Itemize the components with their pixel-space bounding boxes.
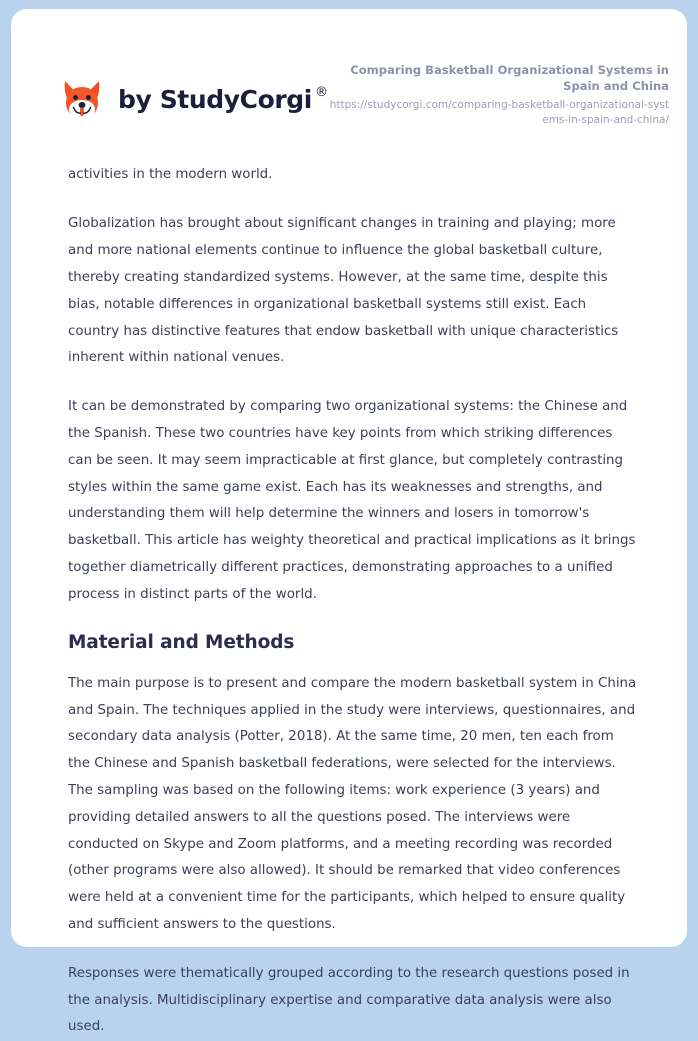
document-meta xyxy=(329,61,669,128)
brand-name xyxy=(118,85,328,114)
paragraph: Globalization has brought about significant changes in training and playing; more and more national elements continue to influence the global basketball culture, thereby creating standardized systems. However, at the same time, despite this bias, notable differences in organizational basketball systems still exist. Each country has distinctive features that endow basketball with unique characteristics inherent within national venues. xyxy=(68,216,619,366)
paragraph: The main purpose is to present and compare the modern basketball system in China and Spain. The techniques applied in the study were interviews, questionnaires, and secondary data analysis (Potter, 2018). At the same time, 20 men, ten each from the Chinese and Spanish basketball federations, were selected for the interviews. The sampling was based on the following items: work experience (3 years) and providing detailed answers to all the questions posed. The interviews were conducted on Skype and Zoom platforms, and a meeting recording was recorded (other programs were also allowed). It should be remarked that video conferences were held at a convenient time for the participants, which helped to ensure quality and sufficient answers to the questions. xyxy=(68,675,637,933)
section-heading: Material and Methods xyxy=(68,631,295,653)
document-page-card xyxy=(11,9,687,1035)
page-title: Comparing Basketball Organizational Systems in Spain and China xyxy=(350,63,669,93)
paragraph: It can be demonstrated by comparing two organizational systems: the Chinese and the Spanish. These two countries have key points from which striking differences can be seen. It may seem impracticable at first glance, but completely contrasting styles within the same game exist. Each has its weaknesses and strengths, and understanding them will help determine the winners and losers in tomorrow's basketball. This article has weighty theoretical and practical implications as it brings together diametrically different practices, demonstrating approaches to a unified process in distinct parts of the world. xyxy=(68,399,636,602)
paragraph: Responses were thematically grouped according to the research questions posed in the analysis. Multidisciplinary expertise and comparative data analysis were also used. xyxy=(68,965,630,1035)
document-body xyxy=(11,162,687,1041)
paragraph: activities in the modern world. xyxy=(68,167,273,183)
source-url[interactable]: https://studycorgi.com/comparing-basketball-organizational-systems-in-spain-and-china/ xyxy=(329,99,669,127)
brand-name-text: by StudyCorgi xyxy=(118,84,312,114)
corgi-face-icon xyxy=(58,75,106,123)
brand-logo-group[interactable] xyxy=(58,61,328,123)
registered-trademark-icon: ® xyxy=(314,84,328,100)
document-header xyxy=(11,9,687,128)
